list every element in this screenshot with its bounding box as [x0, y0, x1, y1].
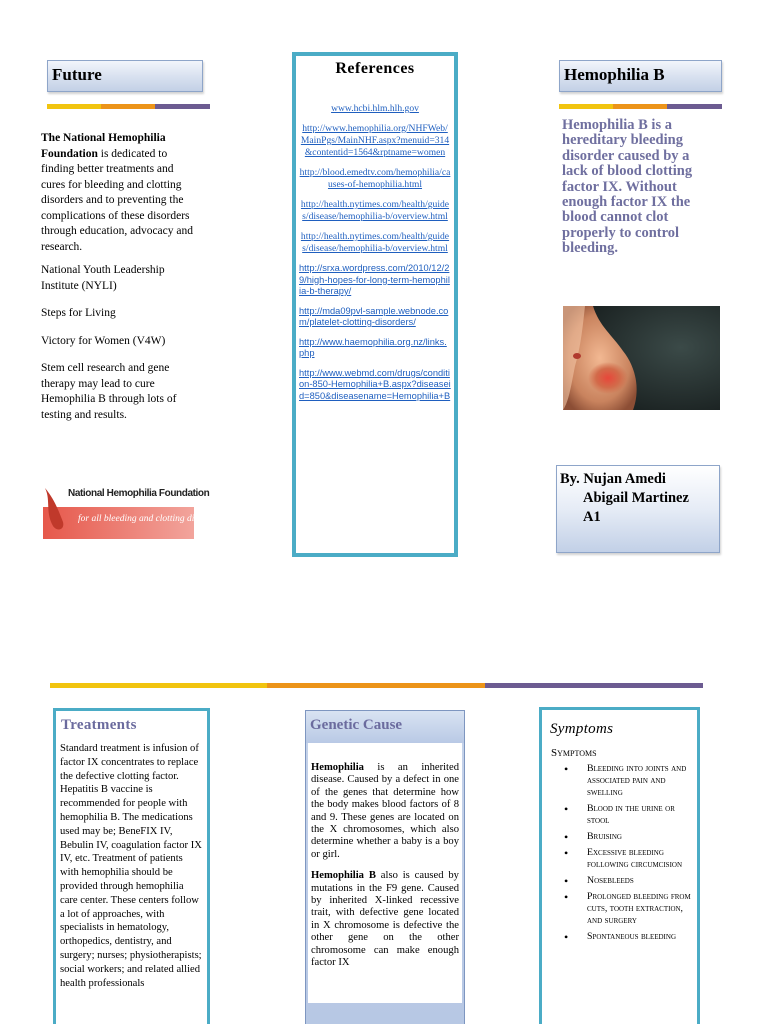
future-item-steps: Steps for Living — [41, 307, 116, 319]
future-item-nyli: National Youth Leadership Institute (NYLI) — [41, 264, 165, 292]
reference-link[interactable]: www.hcbi.hlm.hlh.gov — [331, 103, 419, 114]
future-heading-text: Future — [52, 65, 102, 84]
nhf-logo-tagline: for all bleeding and clotting disorders — [78, 514, 223, 524]
symptom-item: • Bruising — [564, 831, 697, 843]
symptom-item: • Bleeding into joints and associated pain and swelling — [564, 763, 697, 799]
genetic-p2-term: Hemophilia B — [311, 870, 376, 882]
nhf-name: The National Hemophilia Foundation — [41, 132, 166, 160]
author-line-3: A1 — [583, 509, 601, 525]
bruised-elbow-image — [563, 306, 720, 410]
nhf-logo — [43, 486, 223, 539]
symptom-item: • Prolonged bleeding from cuts, tooth extraction, and surgery — [564, 891, 697, 927]
reference-link[interactable]: http://www.haemophilia.org.nz/links.php — [299, 336, 447, 358]
symptoms-list — [542, 759, 697, 943]
genetic-p2-text: also is caused by mutations in the F9 gene. Caused by inherited X-linked recessive trait, with defective gene located in X chromosome is defective the other gene on the other chromosome can make enough factor IX — [311, 870, 459, 969]
reference-link[interactable]: http://health.nytimes.com/health/guides/disease/hemophilia-b/overview.html — [300, 199, 450, 222]
hemophilia-b-heading — [559, 60, 722, 92]
reference-link[interactable]: http://www.webmd.com/drugs/condition-850-Hemophilia+B.aspx?diseaseid=850&diseasename=Hemophilia+B — [299, 367, 451, 401]
author-line-2: Abigail Martinez — [583, 490, 689, 506]
bruised-elbow-photo — [563, 306, 720, 410]
future-item-v4w: Victory for Women (V4W) — [41, 334, 166, 347]
genetic-p1-term: Hemophilia — [311, 762, 364, 773]
future-text-block — [41, 131, 199, 431]
future-item-research: Stem cell research and gene therapy may lead to cure Hemophilia B through lots of testing and results. — [41, 362, 177, 421]
reference-link[interactable]: http://blood.emedtv.com/hemophilia/causes-of-hemophilia.html — [299, 167, 451, 190]
genetic-p1-text: is an inherited disease. Caused by a defect in one of the genes that determine how the body makes blood factors of 8 and 9. These genes are located on the X chromosomes, which also determine whether a baby is a boy or girl. — [311, 762, 459, 860]
symptoms-panel — [539, 707, 700, 1024]
symptom-item: • Nosebleeds — [564, 875, 697, 887]
nhf-description: is dedicated to finding better treatments and cures for bleeding and clotting disorders and to preventing the complications of these disorders through education, advocacy and research. — [41, 147, 193, 253]
treatments-body: Standard treatment is infusion of factor IX concentrates to replace the defective clotting factor. Hepatitis B vaccine is recommended for people with hemophilia B. The medications used may be; BeneFIX IV, Bebulin IV, coagulation factor IX IV, etc. Treatment of patients with hemophilia should be provided through hemophilia care center. These centers follow a lot of approaches, with specialists in hematology, orthopedics, dentistry, and surgery; nurses; physiotherapists; social workers; and related allied health professionals — [60, 743, 202, 989]
genetic-paragraph-1 — [311, 762, 459, 861]
nhf-logo-name: National Hemophilia Foundation — [68, 488, 210, 499]
reference-link[interactable]: http://mda09pvl-sample.webnode.com/platelet-clotting-disorders/ — [299, 305, 449, 327]
hemophilia-b-divider-stripe — [559, 104, 722, 109]
reference-link[interactable]: http://www.hemophilia.org/NHFWeb/MainPgs/MainNHF.aspx?menuid=314&contentid=1564&rptname=women — [300, 123, 450, 158]
genetic-cause-title: Genetic Cause — [310, 717, 403, 733]
reference-link[interactable]: http://srxa.wordpress.com/2010/12/29/high-hopes-for-long-term-hemophilia-b-therapy/ — [299, 263, 450, 296]
hemophilia-b-heading-text: Hemophilia B — [564, 65, 665, 84]
genetic-cause-body — [308, 743, 462, 1003]
genetic-cause-header — [306, 711, 464, 743]
hemophilia-b-intro: Hemophilia B is a hereditary bleeding disorder caused by a lack of blood clotting factor IX. Without enough factor IX the blood cannot clot properly to control bleeding. — [562, 117, 693, 257]
symptom-item: • Spontaneous bleeding — [564, 931, 697, 943]
references-title: References — [335, 60, 415, 77]
treatments-title: Treatments — [61, 717, 137, 733]
authors-box — [556, 465, 720, 553]
genetic-cause-panel — [305, 710, 465, 1024]
symptoms-title: Symptoms — [550, 721, 614, 737]
author-line-1: By. Nujan Amedi — [560, 471, 666, 487]
reference-link[interactable]: http://health.nytimes.com/health/guides/disease/hemophilia-b/overview.html — [300, 231, 450, 254]
symptom-item: • Blood in the urine or stool — [564, 803, 697, 827]
page-divider-stripe — [50, 683, 703, 688]
future-heading — [47, 60, 203, 92]
symptom-item: • Excessive bleeding following circumcision — [564, 847, 697, 871]
references-list — [296, 103, 454, 402]
future-paragraph-nhf — [41, 131, 199, 255]
genetic-paragraph-2 — [311, 870, 459, 969]
treatments-panel — [53, 708, 210, 1024]
references-panel — [292, 52, 458, 557]
symptoms-subtitle: Symptoms — [551, 747, 597, 759]
future-divider-stripe — [47, 104, 210, 109]
